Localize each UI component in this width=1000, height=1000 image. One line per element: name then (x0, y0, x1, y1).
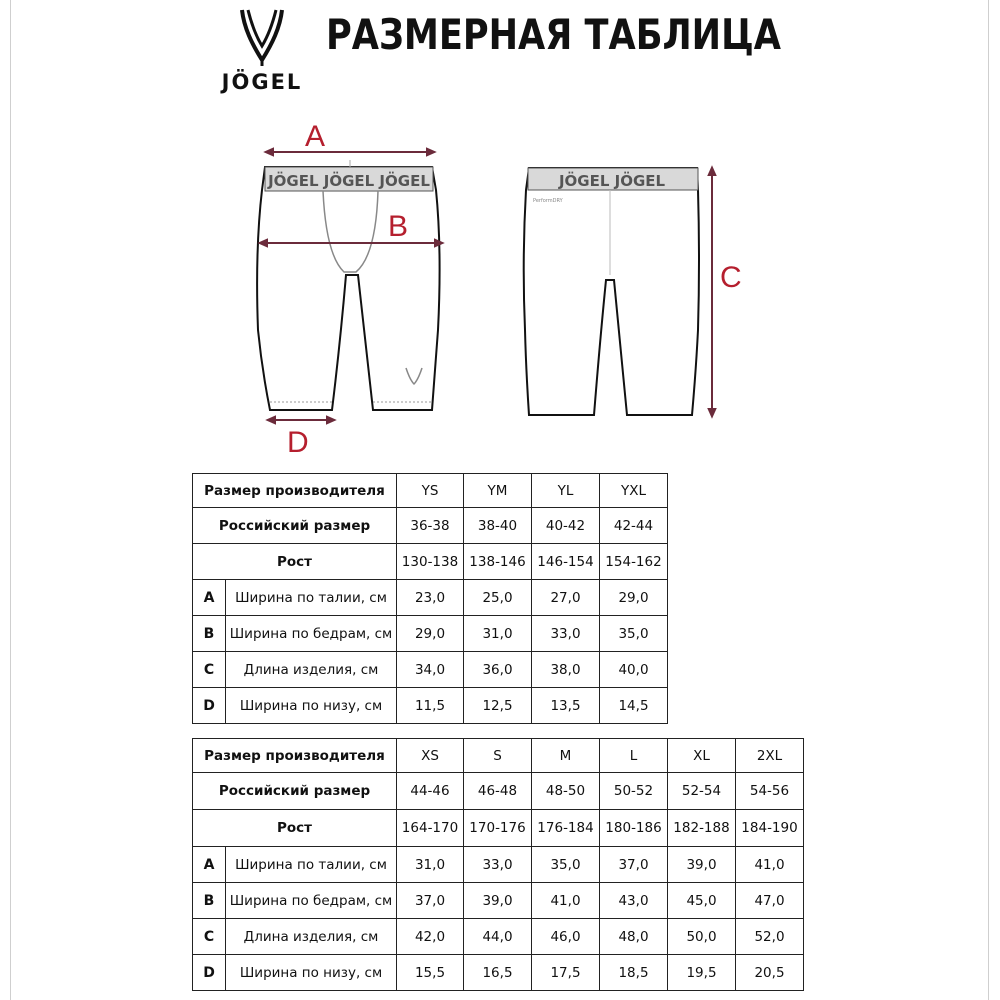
row-label: Ширина по талии, см (226, 847, 397, 883)
row-label: Ширина по талии, см (226, 580, 397, 616)
header-height: Рост (193, 810, 397, 847)
value-cell: 36,0 (464, 652, 532, 688)
height-cell: 170-176 (464, 810, 532, 847)
value-cell: 44,0 (464, 919, 532, 955)
height-cell: 130-138 (397, 544, 464, 580)
label-c: C (720, 261, 742, 294)
value-cell: 20,5 (736, 955, 804, 991)
value-cell: 19,5 (668, 955, 736, 991)
height-cell: 164-170 (397, 810, 464, 847)
height-cell: 176-184 (532, 810, 600, 847)
value-cell: 38,0 (532, 652, 600, 688)
value-cell: 39,0 (668, 847, 736, 883)
front-shorts-outline (257, 167, 440, 410)
size-cell: XL (668, 739, 736, 773)
value-cell: 43,0 (600, 883, 668, 919)
row-label: Длина изделия, см (226, 919, 397, 955)
row-label: Ширина по бедрам, см (226, 883, 397, 919)
value-cell: 50,0 (668, 919, 736, 955)
table-row (193, 919, 804, 955)
row-label: Ширина по низу, см (226, 688, 397, 724)
row-letter: C (193, 652, 226, 688)
row-letter: D (193, 688, 226, 724)
size-table-adult (192, 738, 804, 991)
height-cell: 154-162 (600, 544, 668, 580)
row-letter: A (193, 847, 226, 883)
row-letter: C (193, 919, 226, 955)
height-cell: 146-154 (532, 544, 600, 580)
size-cell: 2XL (736, 739, 804, 773)
value-cell: 23,0 (397, 580, 464, 616)
value-cell: 27,0 (532, 580, 600, 616)
value-cell: 39,0 (464, 883, 532, 919)
russian-size-cell: 46-48 (464, 773, 532, 810)
brand-emblem-icon (238, 8, 286, 68)
russian-size-cell: 42-44 (600, 508, 668, 544)
russian-size-cell: 44-46 (397, 773, 464, 810)
back-shorts-outline (524, 168, 699, 415)
size-cell: XS (397, 739, 464, 773)
page-title: РАЗМЕРНАЯ ТАБЛИЦА (326, 10, 781, 59)
russian-size-cell: 38-40 (464, 508, 532, 544)
value-cell: 29,0 (397, 616, 464, 652)
value-cell: 25,0 (464, 580, 532, 616)
value-cell: 41,0 (532, 883, 600, 919)
shorts-diagram (0, 100, 1000, 470)
front-waistband-text: JÖGEL JÖGEL JÖGEL (268, 172, 430, 190)
value-cell: 29,0 (600, 580, 668, 616)
brand-wordmark: JÖGEL (221, 70, 303, 94)
table-row (193, 688, 668, 724)
label-a: A (305, 120, 326, 153)
value-cell: 40,0 (600, 652, 668, 688)
value-cell: 33,0 (532, 616, 600, 652)
table-row (193, 616, 668, 652)
value-cell: 45,0 (668, 883, 736, 919)
back-waistband-text: JÖGEL JÖGEL (558, 172, 666, 190)
russian-size-cell: 52-54 (668, 773, 736, 810)
value-cell: 47,0 (736, 883, 804, 919)
header-russian-size: Российский размер (193, 508, 397, 544)
size-cell: M (532, 739, 600, 773)
label-b: B (388, 210, 409, 243)
table-row (193, 652, 668, 688)
russian-size-cell: 48-50 (532, 773, 600, 810)
value-cell: 31,0 (464, 616, 532, 652)
size-cell: YS (397, 474, 464, 508)
size-cell: YL (532, 474, 600, 508)
header-russian-size: Российский размер (193, 773, 397, 810)
value-cell: 46,0 (532, 919, 600, 955)
front-view (257, 120, 440, 459)
russian-size-cell: 40-42 (532, 508, 600, 544)
table-row (193, 883, 804, 919)
label-d: D (287, 426, 309, 459)
height-cell: 184-190 (736, 810, 804, 847)
row-label: Ширина по бедрам, см (226, 616, 397, 652)
size-cell: L (600, 739, 668, 773)
size-cell: YXL (600, 474, 668, 508)
table-row (193, 955, 804, 991)
value-cell: 42,0 (397, 919, 464, 955)
value-cell: 15,5 (397, 955, 464, 991)
value-cell: 35,0 (600, 616, 668, 652)
back-view (524, 168, 742, 415)
row-letter: D (193, 955, 226, 991)
row-label: Длина изделия, см (226, 652, 397, 688)
value-cell: 12,5 (464, 688, 532, 724)
row-label: Ширина по низу, см (226, 955, 397, 991)
russian-size-cell: 36-38 (397, 508, 464, 544)
value-cell: 14,5 (600, 688, 668, 724)
value-cell: 34,0 (397, 652, 464, 688)
russian-size-cell: 50-52 (600, 773, 668, 810)
value-cell: 16,5 (464, 955, 532, 991)
header-manufacturer-size: Размер производителя (193, 474, 397, 508)
table-row (193, 580, 668, 616)
height-cell: 180-186 (600, 810, 668, 847)
height-cell: 138-146 (464, 544, 532, 580)
value-cell: 37,0 (600, 847, 668, 883)
value-cell: 52,0 (736, 919, 804, 955)
size-cell: S (464, 739, 532, 773)
value-cell: 35,0 (532, 847, 600, 883)
row-letter: A (193, 580, 226, 616)
russian-size-cell: 54-56 (736, 773, 804, 810)
value-cell: 37,0 (397, 883, 464, 919)
value-cell: 18,5 (600, 955, 668, 991)
value-cell: 33,0 (464, 847, 532, 883)
size-cell: YM (464, 474, 532, 508)
header-manufacturer-size: Размер производителя (193, 739, 397, 773)
value-cell: 48,0 (600, 919, 668, 955)
row-letter: B (193, 616, 226, 652)
value-cell: 13,5 (532, 688, 600, 724)
brand-logo (214, 8, 310, 98)
value-cell: 41,0 (736, 847, 804, 883)
height-cell: 182-188 (668, 810, 736, 847)
value-cell: 11,5 (397, 688, 464, 724)
back-tag-text: PerformDRY (533, 198, 563, 204)
row-letter: B (193, 883, 226, 919)
table-row (193, 847, 804, 883)
value-cell: 17,5 (532, 955, 600, 991)
header-height: Рост (193, 544, 397, 580)
size-table-kids (192, 473, 668, 724)
value-cell: 31,0 (397, 847, 464, 883)
